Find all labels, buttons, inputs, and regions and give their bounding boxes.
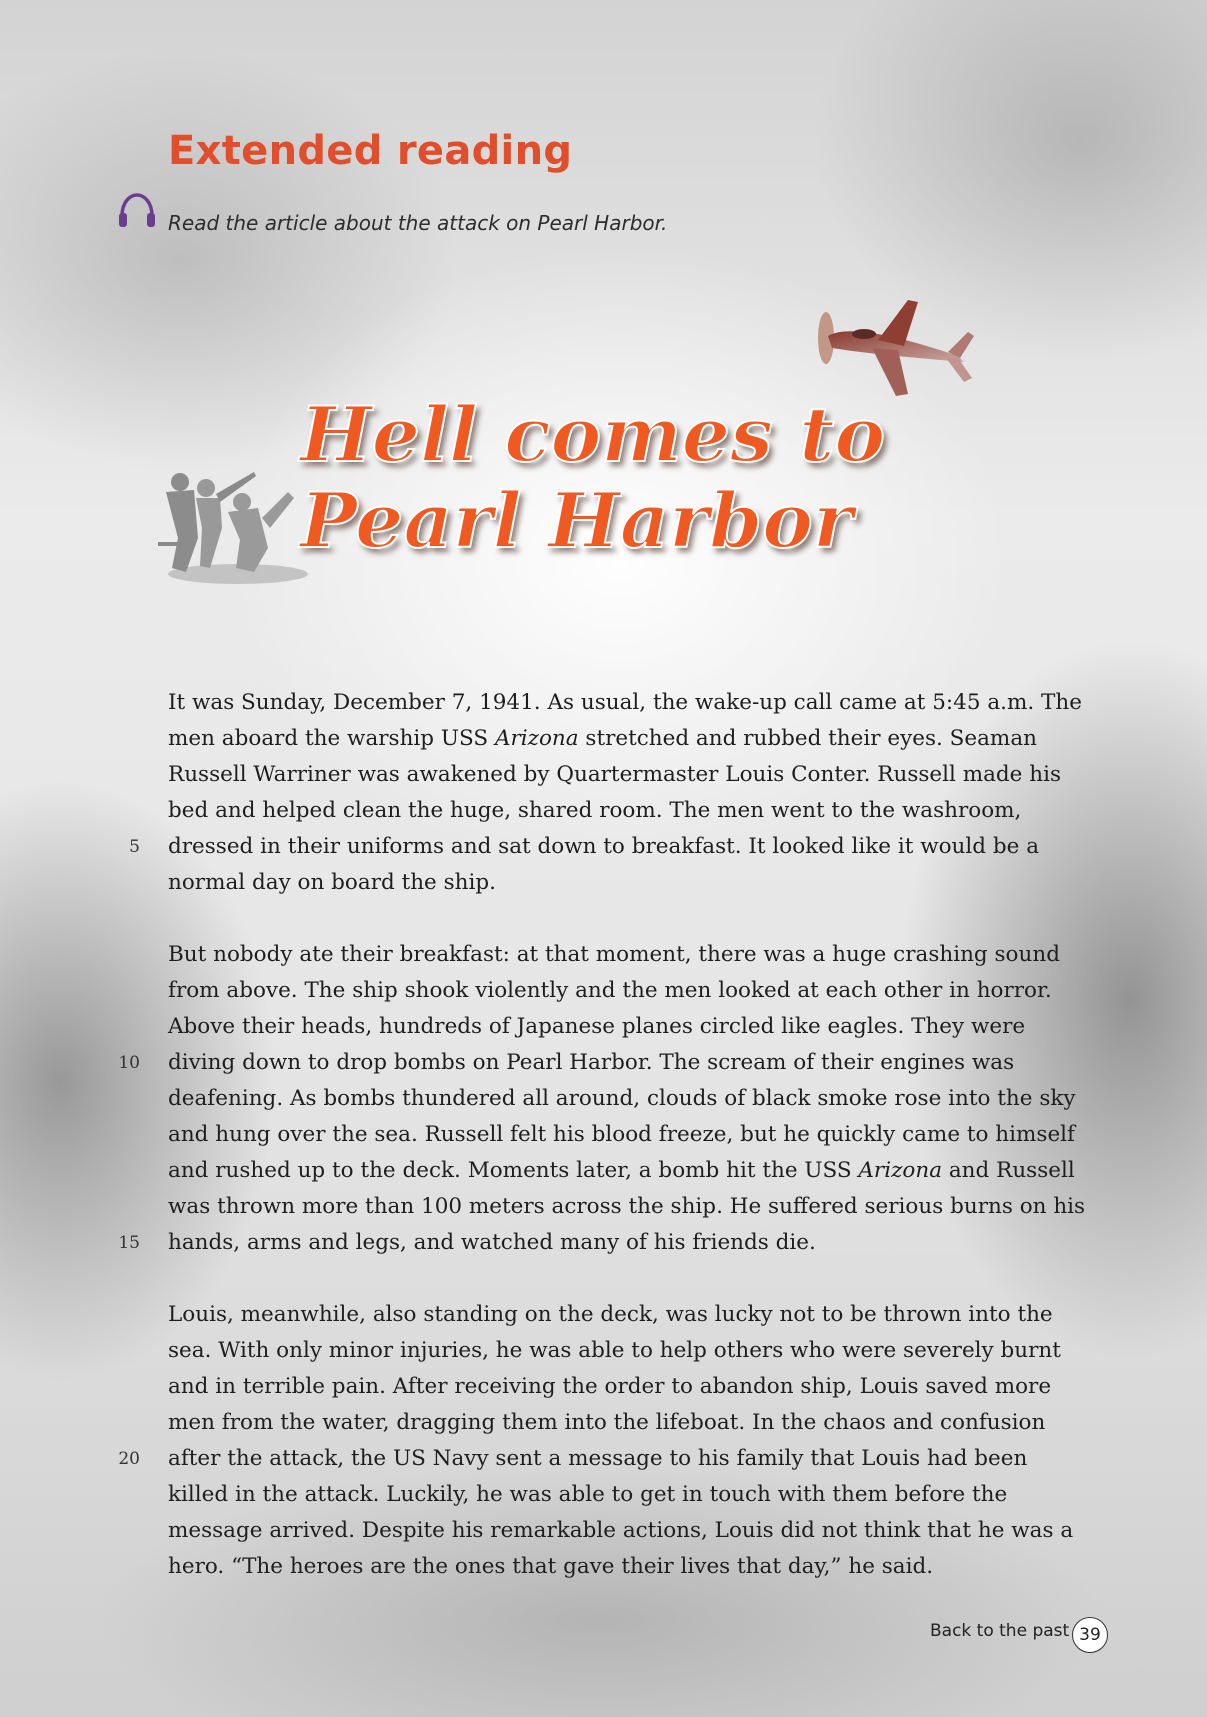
text-segment: deafening. As bombs thundered all around, clouds of black smoke rose into the sky — [168, 1086, 1076, 1111]
text-line — [168, 973, 1052, 1009]
section-footer-label: Back to the past — [930, 1621, 1070, 1641]
article-title-line-2: Pearl Harbor — [300, 476, 854, 565]
article-title-line-1: Hell comes to — [300, 390, 886, 479]
text-line — [168, 865, 1048, 901]
text-line — [168, 1549, 1048, 1585]
section-heading: Extended reading — [168, 128, 573, 174]
paragraph — [168, 685, 1082, 901]
text-segment: bed and helped clean the huge, shared room. The men went to the washroom, — [168, 798, 1022, 823]
line-number: 5 — [129, 837, 140, 857]
line-number: 15 — [118, 1233, 140, 1253]
text-line — [168, 685, 1082, 721]
line-number: 20 — [118, 1449, 140, 1469]
reading-instruction: Read the article about the attack on Pearl Harbor. — [168, 211, 668, 235]
text-line — [168, 1225, 1048, 1261]
text-segment: and in terrible pain. After receiving the order to abandon ship, Louis saved more — [168, 1374, 1052, 1399]
text-segment: Above their heads, hundreds of Japanese planes circled like eagles. They were — [168, 1014, 1026, 1039]
page-number: 39 — [1072, 1617, 1108, 1653]
line-number: 10 — [118, 1053, 140, 1073]
text-segment: dressed in their uniforms and sat down to breakfast. It looked like it would be a — [168, 834, 1040, 859]
paragraph — [168, 1297, 1074, 1585]
headphones-icon[interactable] — [116, 190, 158, 232]
text-segment: and hung over the sea. Russell felt his blood freeze, but he quickly came to himself — [168, 1122, 1075, 1147]
article-title — [300, 392, 885, 564]
text-line — [168, 1333, 1061, 1369]
text-line — [168, 1045, 1048, 1081]
text-line — [168, 1009, 1048, 1045]
warplane-illustration — [808, 296, 984, 404]
text-line — [168, 1153, 1075, 1189]
text-segment: hands, arms and legs, and watched many of his friends die. — [168, 1230, 816, 1255]
text-segment: stretched and rubbed their eyes. Seaman — [578, 726, 1037, 751]
text-line — [168, 1081, 1076, 1117]
text-segment: sea. With only minor injuries, he was able to help others who were severely burnt — [168, 1338, 1061, 1363]
text-segment: was thrown more than 100 meters across the ship. He suffered serious burns on his — [168, 1194, 1086, 1219]
text-segment: and Russell — [942, 1158, 1075, 1183]
text-segment: normal day on board the ship. — [168, 870, 496, 895]
paragraph — [168, 937, 1086, 1261]
text-segment: after the attack, the US Navy sent a message to his family that Louis had been — [168, 1446, 1028, 1471]
text-line — [168, 721, 1048, 757]
text-line — [168, 1117, 1075, 1153]
text-segment: men from the water, dragging them into the lifeboat. In the chaos and confusion — [168, 1410, 1046, 1435]
ship-name: Arizona — [494, 726, 579, 751]
text-segment: and rushed up to the deck. Moments later, a bomb hit the USS — [168, 1158, 859, 1183]
ship-name: Arizona — [858, 1158, 943, 1183]
text-line — [168, 1477, 1048, 1513]
text-segment: hero. “The heroes are the ones that gave their lives that day,” he said. — [168, 1554, 934, 1579]
text-line — [168, 1297, 1053, 1333]
text-segment: Louis, meanwhile, also standing on the deck, was lucky not to be thrown into the — [168, 1302, 1053, 1327]
text-segment: Russell Warriner was awakened by Quartermaster Louis Conter. Russell made his — [168, 762, 1061, 787]
text-line — [168, 793, 1048, 829]
text-line — [168, 757, 1061, 793]
text-line — [168, 1369, 1052, 1405]
text-line — [168, 1441, 1048, 1477]
soldiers-silhouette — [158, 468, 318, 588]
text-line — [168, 829, 1048, 865]
text-line — [168, 937, 1060, 973]
text-segment: killed in the attack. Luckily, he was able to get in touch with them before the — [168, 1482, 1008, 1507]
text-segment: from above. The ship shook violently and the men looked at each other in horror. — [168, 978, 1052, 1003]
text-segment: message arrived. Despite his remarkable actions, Louis did not think that he was a — [168, 1518, 1074, 1543]
text-line — [168, 1189, 1086, 1225]
text-segment: It was Sunday, December 7, 1941. As usual, the wake-up call came at 5:45 a.m. The — [168, 690, 1082, 715]
text-segment: men aboard the warship USS — [168, 726, 495, 751]
text-line — [168, 1405, 1048, 1441]
text-segment: diving down to drop bombs on Pearl Harbor. The scream of their engines was — [168, 1050, 1015, 1075]
text-line — [168, 1513, 1074, 1549]
text-segment: But nobody ate their breakfast: at that moment, there was a huge crashing sound — [168, 942, 1060, 967]
